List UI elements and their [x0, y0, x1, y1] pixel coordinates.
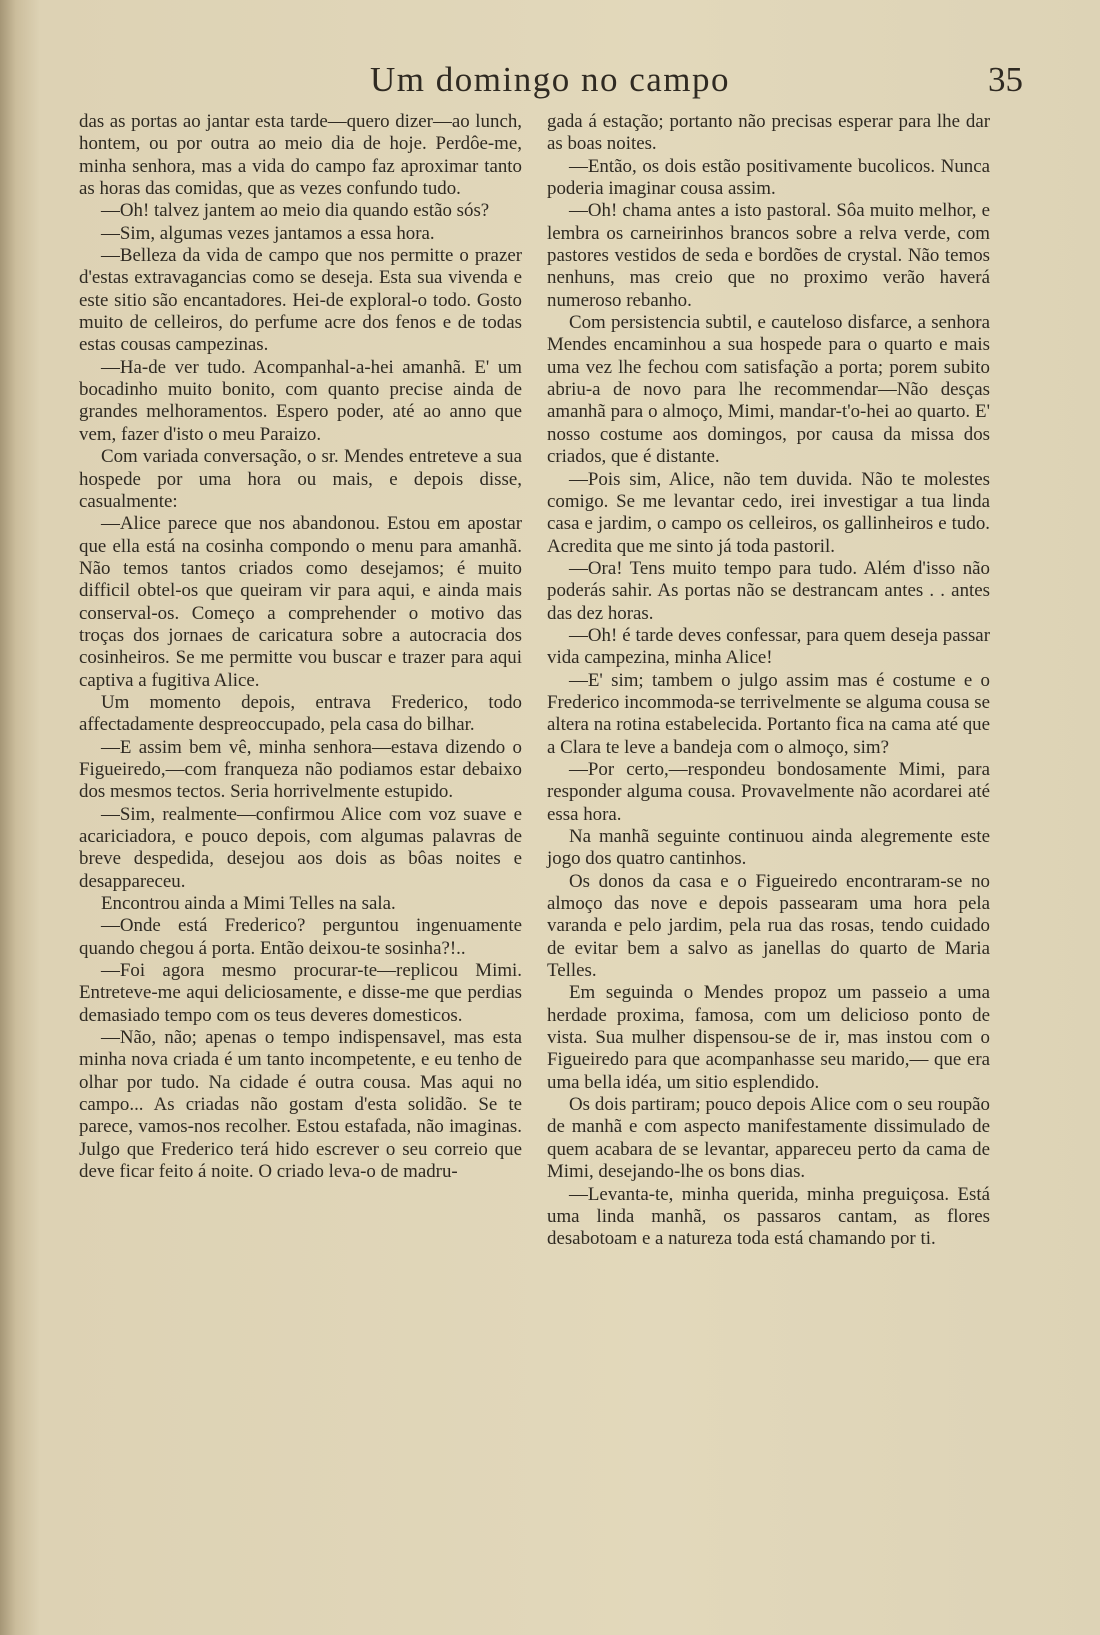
paragraph: gada á estação; portanto não precisas esperar para lhe dar as boas noites. — [547, 111, 990, 155]
paragraph: Um momento depois, entrava Frederico, todo affectadamente despreoccupado, pela casa do bilhar. — [79, 691, 522, 736]
paragraph: —Sim, algumas vezes jantamos a essa hora. — [101, 222, 435, 244]
paragraph: —Levanta-te, minha querida, minha preguiçosa. Está uma linda manhã, os passaros cantam, as flores desabotoam e a natureza toda está chamando por ti. — [547, 1183, 990, 1250]
paragraph: —Oh! chama antes a isto pastoral. Sôa muito melhor, e lembra os carneirinhos brancos sobre a relva verde, com pastores vestidos de seda e bordões de crystal. Não temos nenhuns, mas creio que no proximo verão haverá numeroso rebanho. — [547, 200, 990, 311]
paragraph: —Então, os dois estão positivamente bucolicos. Nunca poderia imaginar cousa assim. — [547, 155, 990, 200]
paragraph: Os dois partiram; pouco depois Alice com o seu roupão de manhã e com aspecto manifestamente dissimulado de quem acabara de se levantar, appareceu perto da cama de Mimi, desejando-lhe os bons dias. — [547, 1094, 990, 1183]
paragraph: —Não, não; apenas o tempo indispensavel, mas esta minha nova criada é um tanto incompetente, e eu tenho de olhar por tudo. Na cidade é outra cousa. Mas aqui no campo... As criadas não gostam d'esta solidão. Se te parece, vamos-nos recolher. Estou estafada, não imaginas. Julgo que Frederico terá hido escrever o seu correio que deve ficar feito á noite. O criado leva-o de madru- — [79, 1027, 522, 1183]
paragraph: —Alice parece que nos abandonou. Estou em apostar que ella está na cosinha compondo o menu para amanhã. Não temos tantos criados como desejamos; é muito difficil obtel-os que queiram vir para aqui, e ainda mais conserval-os. Começo a comprehender o motivo das troças dos jornaes de caricatura sobre a autocracia dos cosinheiros. Se me permitte vou buscar e trazer para aqui captiva a fugitiva Alice. — [79, 513, 522, 691]
paragraph: —Sim, realmente—confirmou Alice com voz suave e acariciadora, e pouco depois, com algumas palavras de breve despedida, desejou aos dois as bôas noites e desappareceu. — [79, 803, 522, 892]
right-column — [547, 111, 990, 1251]
left-column — [79, 111, 522, 1184]
paragraph: —E' sim; tambem o julgo assim mas é costume e o Frederico incommoda-se terrivelmente se alguma cousa se altera na rotina estabelecida. Portanto fica na cama até que a Clara te leve a bandeja com o almoço, sim? — [547, 669, 990, 758]
paragraph: —Onde está Frederico? perguntou ingenuamente quando chegou á porta. Então deixou-te sosinha?!.. — [79, 915, 522, 959]
paragraph: Com variada conversação, o sr. Mendes entreteve a sua hospede por uma hora ou mais, e depois disse, casualmente: — [79, 446, 522, 512]
paragraph: —Ha-de ver tudo. Acompanhal-a-hei amanhã. E' um bocadinho muito bonito, com quanto precise ainda de grandes melhoramentos. Espero poder, até ao anno que vem, fazer d'isto o meu Paraizo. — [79, 356, 522, 445]
paragraph: Em seguinda o Mendes propoz um passeio a uma herdade proxima, famosa, com um delicioso ponto de vista. Sua mulher dispensou-se de ir, mas instou com o Figueiredo para que acompanhasse seu marido,— que era uma bella idéa, um sitio esplendido. — [547, 982, 990, 1093]
running-title: Um domingo no campo — [370, 60, 730, 99]
paragraph: —Por certo,—respondeu bondosamente Mimi, para responder alguma cousa. Provavelmente não acordarei até essa hora. — [547, 758, 990, 825]
paragraph: —Ora! Tens muito tempo para tudo. Além d'isso não poderás sahir. As portas não se destrancam antes . . antes das dez horas. — [547, 557, 990, 624]
paragraph: Na manhã seguinte continuou ainda alegremente este jogo dos quatro cantinhos. — [547, 826, 990, 870]
paragraph: Os donos da casa e o Figueiredo encontraram-se no almoço das nove e depois passearam uma hora pela varanda e pelo jardim, pela rua das rosas, tendo cuidado de evitar bem a salvo as janellas do quarto de Maria Telles. — [547, 870, 990, 982]
paragraph: das as portas ao jantar esta tarde—quero dizer—ao lunch, hontem, ou por outra ao meio dia de hoje. Perdôe-me, minha senhora, mas a vida do campo faz aproximar tanto as horas das comidas, que as vezes confundo tudo. — [79, 111, 522, 200]
paragraph: —Oh! talvez jantem ao meio dia quando estão sós? — [101, 200, 490, 222]
paragraph: —Belleza da vida de campo que nos permitte o prazer d'estas extravagancias como se deseja. Esta sua vivenda e este sitio são encantadores. Hei-de exploral-o todo. Gosto muito de celleiros, do perfume acre dos fenos e de todas estas cousas campezinas. — [79, 245, 522, 356]
paragraph: —Pois sim, Alice, não tem duvida. Não te molestes comigo. Se me levantar cedo, irei investigar a tua linda casa e jardim, o campo os celleiros, os gallinheiros e tudo. Acredita que me sinto já toda pastoril. — [547, 468, 990, 557]
paragraph: —E assim bem vê, minha senhora—estava dizendo o Figueiredo,—com franqueza não podiamos estar debaixo dos mesmos tectos. Seria horrivelmente estupido. — [79, 736, 522, 803]
paragraph: Com persistencia subtil, e cauteloso disfarce, a senhora Mendes encaminhou a sua hospede para o quarto e mais uma vez lhe fechou com satisfação a porta; porem subito abriu-a de novo para lhe recommendar—Não desças amanhã para o almoço, Mimi, mandar-t'o-hei ao quarto. E' nosso costume aos domingos, por causa da missa dos criados, que é distante. — [547, 312, 990, 468]
paragraph: Encontrou ainda a Mimi Telles na sala. — [101, 893, 396, 915]
paragraph: —Oh! é tarde deves confessar, para quem deseja passar vida campezina, minha Alice! — [547, 624, 990, 669]
paragraph: —Foi agora mesmo procurar-te—replicou Mimi. Entreteve-me aqui deliciosamente, e disse-me que perdias demasiado tempo com os teus deveres domesticos. — [79, 960, 522, 1026]
page-number: 35 — [988, 60, 1023, 99]
